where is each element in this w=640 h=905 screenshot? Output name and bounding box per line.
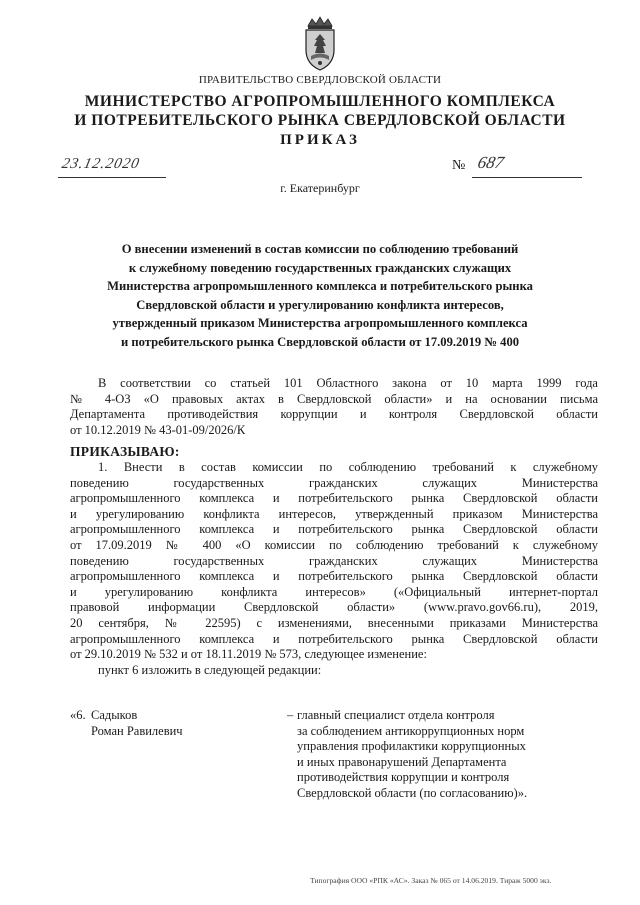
subject-line: к служебному поведению государственных гражданских служащих <box>128 260 512 275</box>
document-date: 23.12.2020 <box>60 156 142 172</box>
printer-footer: Типография ООО «РПК «АС». Заказ № 065 от 14.06.2019. Тираж 5000 экз. <box>310 876 552 885</box>
member-dash: – <box>287 708 294 722</box>
ministry-line-1: МИНИСТЕРСТВО АГРОПРОМЫШЛЕННОГО КОМПЛЕКСА <box>84 93 556 110</box>
item-line: пункт 6 изложить в следующей редакции: <box>98 662 322 677</box>
document-type-title: ПРИКАЗ <box>280 132 360 148</box>
government-name: ПРАВИТЕЛЬСТВО СВЕРДЛОВСКОЙ ОБЛАСТИ <box>198 74 442 86</box>
member-number: «6. <box>70 708 86 722</box>
subject-line: и потребительского рынка Свердловской области от 17.09.2019 № 400 <box>120 334 520 349</box>
subject-line: О внесении изменений в состав комиссии по соблюдению требований <box>121 242 519 256</box>
city: г. Екатеринбург <box>280 181 360 195</box>
subject-line: Министерства агропромышленного комплекса и потребительского рынка <box>107 279 533 294</box>
member-position <box>297 708 527 802</box>
number-label: № <box>452 158 466 173</box>
ministry-name <box>0 92 640 130</box>
preamble-line: Департамента противодействия коррупции и контроля Свердловской области <box>70 407 598 422</box>
item-line: агропромышленного комплекса и потребительского рынка Свердловской области <box>70 631 598 646</box>
position-line: Свердловской области (по согласованию)». <box>297 785 528 800</box>
position-line: противодействия коррупции и контроля <box>297 770 510 785</box>
orders-label: ПРИКАЗЫВАЮ: <box>70 444 180 459</box>
item-line: от 29.10.2019 № 532 и от 18.11.2019 № 573, следующее изменение: <box>70 647 427 662</box>
member-name: Роман Равилевич <box>91 724 183 738</box>
subject-line: Свердловской области и урегулированию конфликта интересов, <box>136 297 504 312</box>
position-line: главный специалист отдела контроля <box>297 708 495 722</box>
ministry-line-2: И ПОТРЕБИТЕЛЬСКОГО РЫНКА СВЕРДЛОВСКОЙ ОБЛАСТИ <box>74 112 566 129</box>
item-line: от 17.09.2019 № 400 «О комиссии по соблюдению требований к служебному <box>70 537 598 552</box>
item-line: агропромышленного комплекса и потребительского рынка Свердловской области <box>70 491 598 506</box>
coat-of-arms-icon <box>298 16 342 72</box>
item-line: и урегулированию конфликта интересов» («Официальный интернет-портал <box>70 584 598 599</box>
position-line: управления профилактики коррупционных <box>297 739 526 754</box>
preamble <box>70 376 598 438</box>
subject-line: утвержденный приказом Министерства агропромышленного комплекса <box>112 316 528 331</box>
preamble-line: В соответствии со статьей 101 Областного закона от 10 марта 1999 года <box>98 376 598 390</box>
item-line: поведению государственных гражданских служащих Министерства <box>70 553 598 568</box>
document-number: 687 <box>476 153 506 172</box>
item-line: и урегулированию конфликта интересов, утвержденный приказом Министерства <box>70 506 598 521</box>
item-line: поведению государственных гражданских служащих Министерства <box>70 475 598 490</box>
order-item-1 <box>70 460 598 678</box>
item-line: агропромышленного комплекса и потребительского рынка Свердловской области <box>70 522 598 537</box>
item-line: агропромышленного комплекса и потребительского рынка Свердловской области <box>70 569 598 584</box>
order-subject <box>0 240 640 352</box>
preamble-line: от 10.12.2019 № 43-01-09/2026/К <box>70 422 246 437</box>
position-line: и иных правонарушений Департамента <box>297 754 507 769</box>
item-line: 20 сентября, № 22595) с изменениями, внесенными приказами Министерства <box>70 615 598 630</box>
position-line: за соблюдением антикоррупционных норм <box>297 723 525 738</box>
item-line: 1. Внести в состав комиссии по соблюдению требований к служебному <box>98 460 598 474</box>
item-line: правовой информации Свердловской области» (www.pravo.gov66.ru), 2019, <box>70 600 598 615</box>
member-surname: Садыков <box>91 708 138 722</box>
preamble-line: № 4-ОЗ «О правовых актах в Свердловской области» и на основании письма <box>70 391 598 406</box>
